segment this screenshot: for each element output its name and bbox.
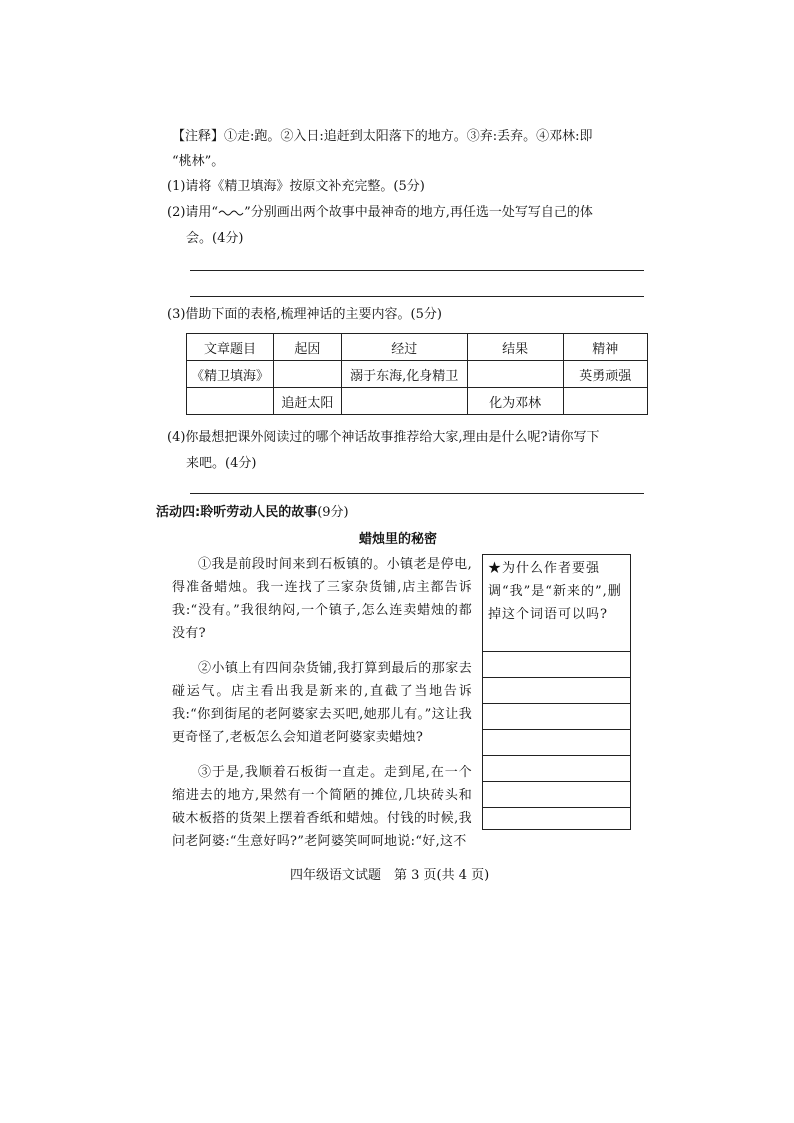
table-header-cell: 文章题目 xyxy=(187,334,274,361)
table-cell: 《精卫填海》 xyxy=(187,361,274,388)
activity-heading xyxy=(156,503,349,523)
table-cell-blank[interactable] xyxy=(274,361,342,388)
answer-line[interactable] xyxy=(190,270,644,271)
page-footer: 四年级语文试题 第 3 页(共 4 页) xyxy=(290,868,490,883)
table-row xyxy=(187,361,648,388)
table-header-row xyxy=(187,334,648,361)
passage-paragraph-2: ②小镇上有四间杂货铺,我打算到最后的那家去碰运气。店主看出我是新来的,直截了当地告诉我:“你到街尾的老阿婆家去买吧,她那儿有。”这让我更奇怪了,老板怎么会知道老阿婆家卖蜡烛? xyxy=(172,661,472,745)
table-header-cell: 精神 xyxy=(563,334,647,361)
answer-line[interactable] xyxy=(190,493,644,494)
notes-line-1: 【注释】①走:跑。②入日:追赶到太阳落下的地方。③弃:丢弃。④邓林:即 xyxy=(172,129,593,144)
question-1: (1)请将《精卫填海》按原文补充完整。(5分) xyxy=(167,179,425,194)
notes-line-2: “桃林”。 xyxy=(172,154,225,169)
table-cell: 化为邓林 xyxy=(467,388,563,415)
answer-line[interactable] xyxy=(483,729,630,730)
answer-line[interactable] xyxy=(483,755,630,756)
activity-score: (9分) xyxy=(317,505,349,520)
table-cell: 溺于东海,化身精卫 xyxy=(341,361,467,388)
activity-title: 活动四:聆听劳动人民的故事 xyxy=(156,505,318,520)
passage-paragraph-1: ①我是前段时间来到石板镇的。小镇老是停电,得准备蜡烛。我一连找了三家杂货铺,店主都告诉我:“没有。”我很纳闷,一个镇子,怎么连卖蜡烛的都没有? xyxy=(172,557,472,641)
side-note-question: ★为什么作者要强调“我”是“新来的”,删掉这个词语可以吗? xyxy=(488,561,622,622)
table-header-cell: 结果 xyxy=(467,334,563,361)
wavy-underline-icon xyxy=(218,208,244,216)
answer-line[interactable] xyxy=(483,677,630,678)
table-cell: 追赶太阳 xyxy=(274,388,342,415)
answer-line[interactable] xyxy=(483,703,630,704)
question-2-suffix: ”分别画出两个故事中最神奇的地方,再任选一处写写自己的体 xyxy=(244,205,593,220)
table-cell: 英勇顽强 xyxy=(563,361,647,388)
table-header-cell: 起因 xyxy=(274,334,342,361)
answer-line[interactable] xyxy=(483,651,630,652)
table-cell-blank[interactable] xyxy=(341,388,467,415)
summary-table xyxy=(186,333,648,415)
answer-line[interactable] xyxy=(483,781,630,782)
table-cell-blank[interactable] xyxy=(467,361,563,388)
answer-line[interactable] xyxy=(190,296,644,297)
table-header-cell: 经过 xyxy=(341,334,467,361)
passage-paragraph-3: ③于是,我顺着石板街一直走。走到尾,在一个缩进去的地方,果然有一个简陋的摊位,几块砖头和破木板搭的货架上摆着香纸和蜡烛。付钱的时候,我问老阿婆:“生意好吗?”老阿婆笑呵呵地说:“好,这不 xyxy=(172,765,472,849)
question-2-line-2: 会。(4分) xyxy=(186,231,244,246)
answer-line[interactable] xyxy=(483,807,630,808)
question-4: (4)你最想把课外阅读过的哪个神话故事推荐给大家,理由是什么呢?请你写下 xyxy=(167,430,600,445)
table-cell-blank[interactable] xyxy=(563,388,647,415)
table-row xyxy=(187,388,648,415)
question-3: (3)借助下面的表格,梳理神话的主要内容。(5分) xyxy=(167,307,442,322)
question-2-prefix: (2)请用“ xyxy=(167,205,219,220)
question-2 xyxy=(167,203,593,223)
story-title: 蜡烛里的秘密 xyxy=(359,532,438,547)
table-cell-blank[interactable] xyxy=(187,388,274,415)
side-note-box xyxy=(482,554,631,830)
question-4-line-2: 来吧。(4分) xyxy=(186,456,257,471)
